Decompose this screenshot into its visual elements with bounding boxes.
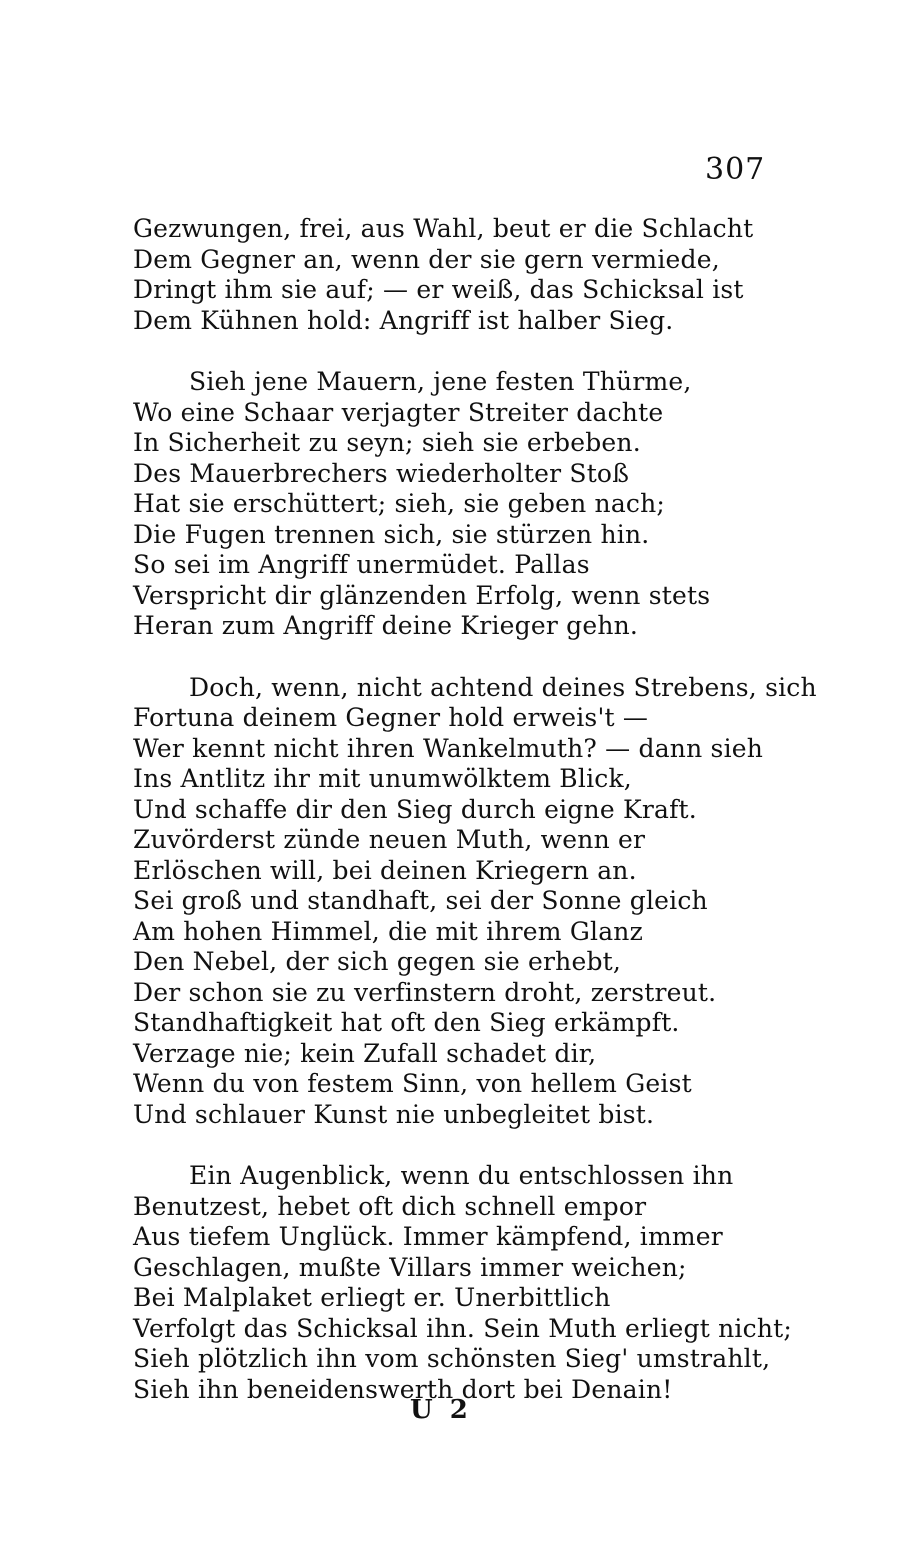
poem-line: Aus tiefem Unglück. Immer kämpfend, immer [133,1222,723,1251]
poem-line: Doch, wenn, nicht achtend deines Strebens, sich [189,672,817,702]
signature-mark: U 2 [410,1395,472,1425]
poem-line: Zuvörderst zünde neuen Muth, wenn er [133,825,646,854]
poem-line: Sei groß und standhaft, sei der Sonne gleich [133,886,708,915]
poem-line: Hat sie erschüttert; sieh, sie geben nach; [133,489,666,518]
poem-line: Benutzest, hebet oft dich schnell empor [133,1191,647,1221]
poem-line: Wer kennt nicht ihren Wankelmuth? — dann sieh [133,733,764,763]
poem-line: Wenn du von festem Sinn, von hellem Geist [133,1069,692,1098]
poem-line: Bei Malplaket erliegt er. Unerbittlich [133,1283,611,1312]
poem-line: Und schaffe dir den Sieg durch eigne Kraft. [133,794,697,824]
poem-line: Die Fugen trennen sich, sie stürzen hin. [133,519,650,549]
stanza [133,1161,853,1405]
stanza [133,214,853,336]
poem-line: Heran zum Angriff deine Krieger gehn. [133,611,639,640]
poem-line: Wo eine Schaar verjagter Streiter dachte [133,397,664,427]
stanza [133,367,853,642]
poem-line: Verzage nie; kein Zufall schadet dir, [133,1038,597,1068]
poem-body [133,214,853,1436]
poem-line: In Sicherheit zu seyn; sieh sie erbeben. [133,428,641,457]
poem-line: Standhaftigkeit hat oft den Sieg erkämpft. [133,1008,680,1037]
poem-line: Verspricht dir glänzenden Erfolg, wenn stets [133,580,711,610]
poem-line: Sieh ihn beneidenswerth dort bei Denain! [133,1374,673,1404]
poem-line: Dem Gegner an, wenn der sie gern vermiede, [133,244,720,274]
poem-line: Sieh plötzlich ihn vom schönsten Sieg' umstrahlt, [133,1344,771,1373]
poem-line: Den Nebel, der sich gegen sie erhebt, [133,947,622,976]
poem-line: Fortuna deinem Gegner hold erweis't — [133,703,649,732]
poem-line: Verfolgt das Schicksal ihn. Sein Muth erliegt nicht; [133,1313,792,1343]
poem-line: Gezwungen, frei, aus Wahl, beut er die Schlacht [133,214,754,243]
poem-line: Des Mauerbrechers wiederholter Stoß [133,458,630,488]
poem-line: Ins Antlitz ihr mit unumwölktem Blick, [133,764,632,793]
poem-line: Der schon sie zu verfinstern droht, zerstreut. [133,977,717,1007]
poem-line: Und schlauer Kunst nie unbegleitet bist. [133,1099,655,1129]
poem-line: Sieh jene Mauern, jene festen Thürme, [189,367,692,396]
poem-line: Dem Kühnen hold: Angriff ist halber Sieg. [133,305,674,335]
poem-line: Dringt ihm sie auf; — er weiß, das Schicksal ist [133,275,744,304]
stanza [133,673,853,1131]
poem-line: Geschlagen, mußte Villars immer weichen; [133,1252,687,1282]
page-number: 307 [705,152,766,187]
poem-line: Ein Augenblick, wenn du entschlossen ihn [189,1161,734,1190]
poem-line: Am hohen Himmel, die mit ihrem Glanz [133,916,643,946]
poem-line: So sei im Angriff unermüdet. Pallas [133,550,590,579]
poem-line: Erlöschen will, bei deinen Kriegern an. [133,855,637,885]
